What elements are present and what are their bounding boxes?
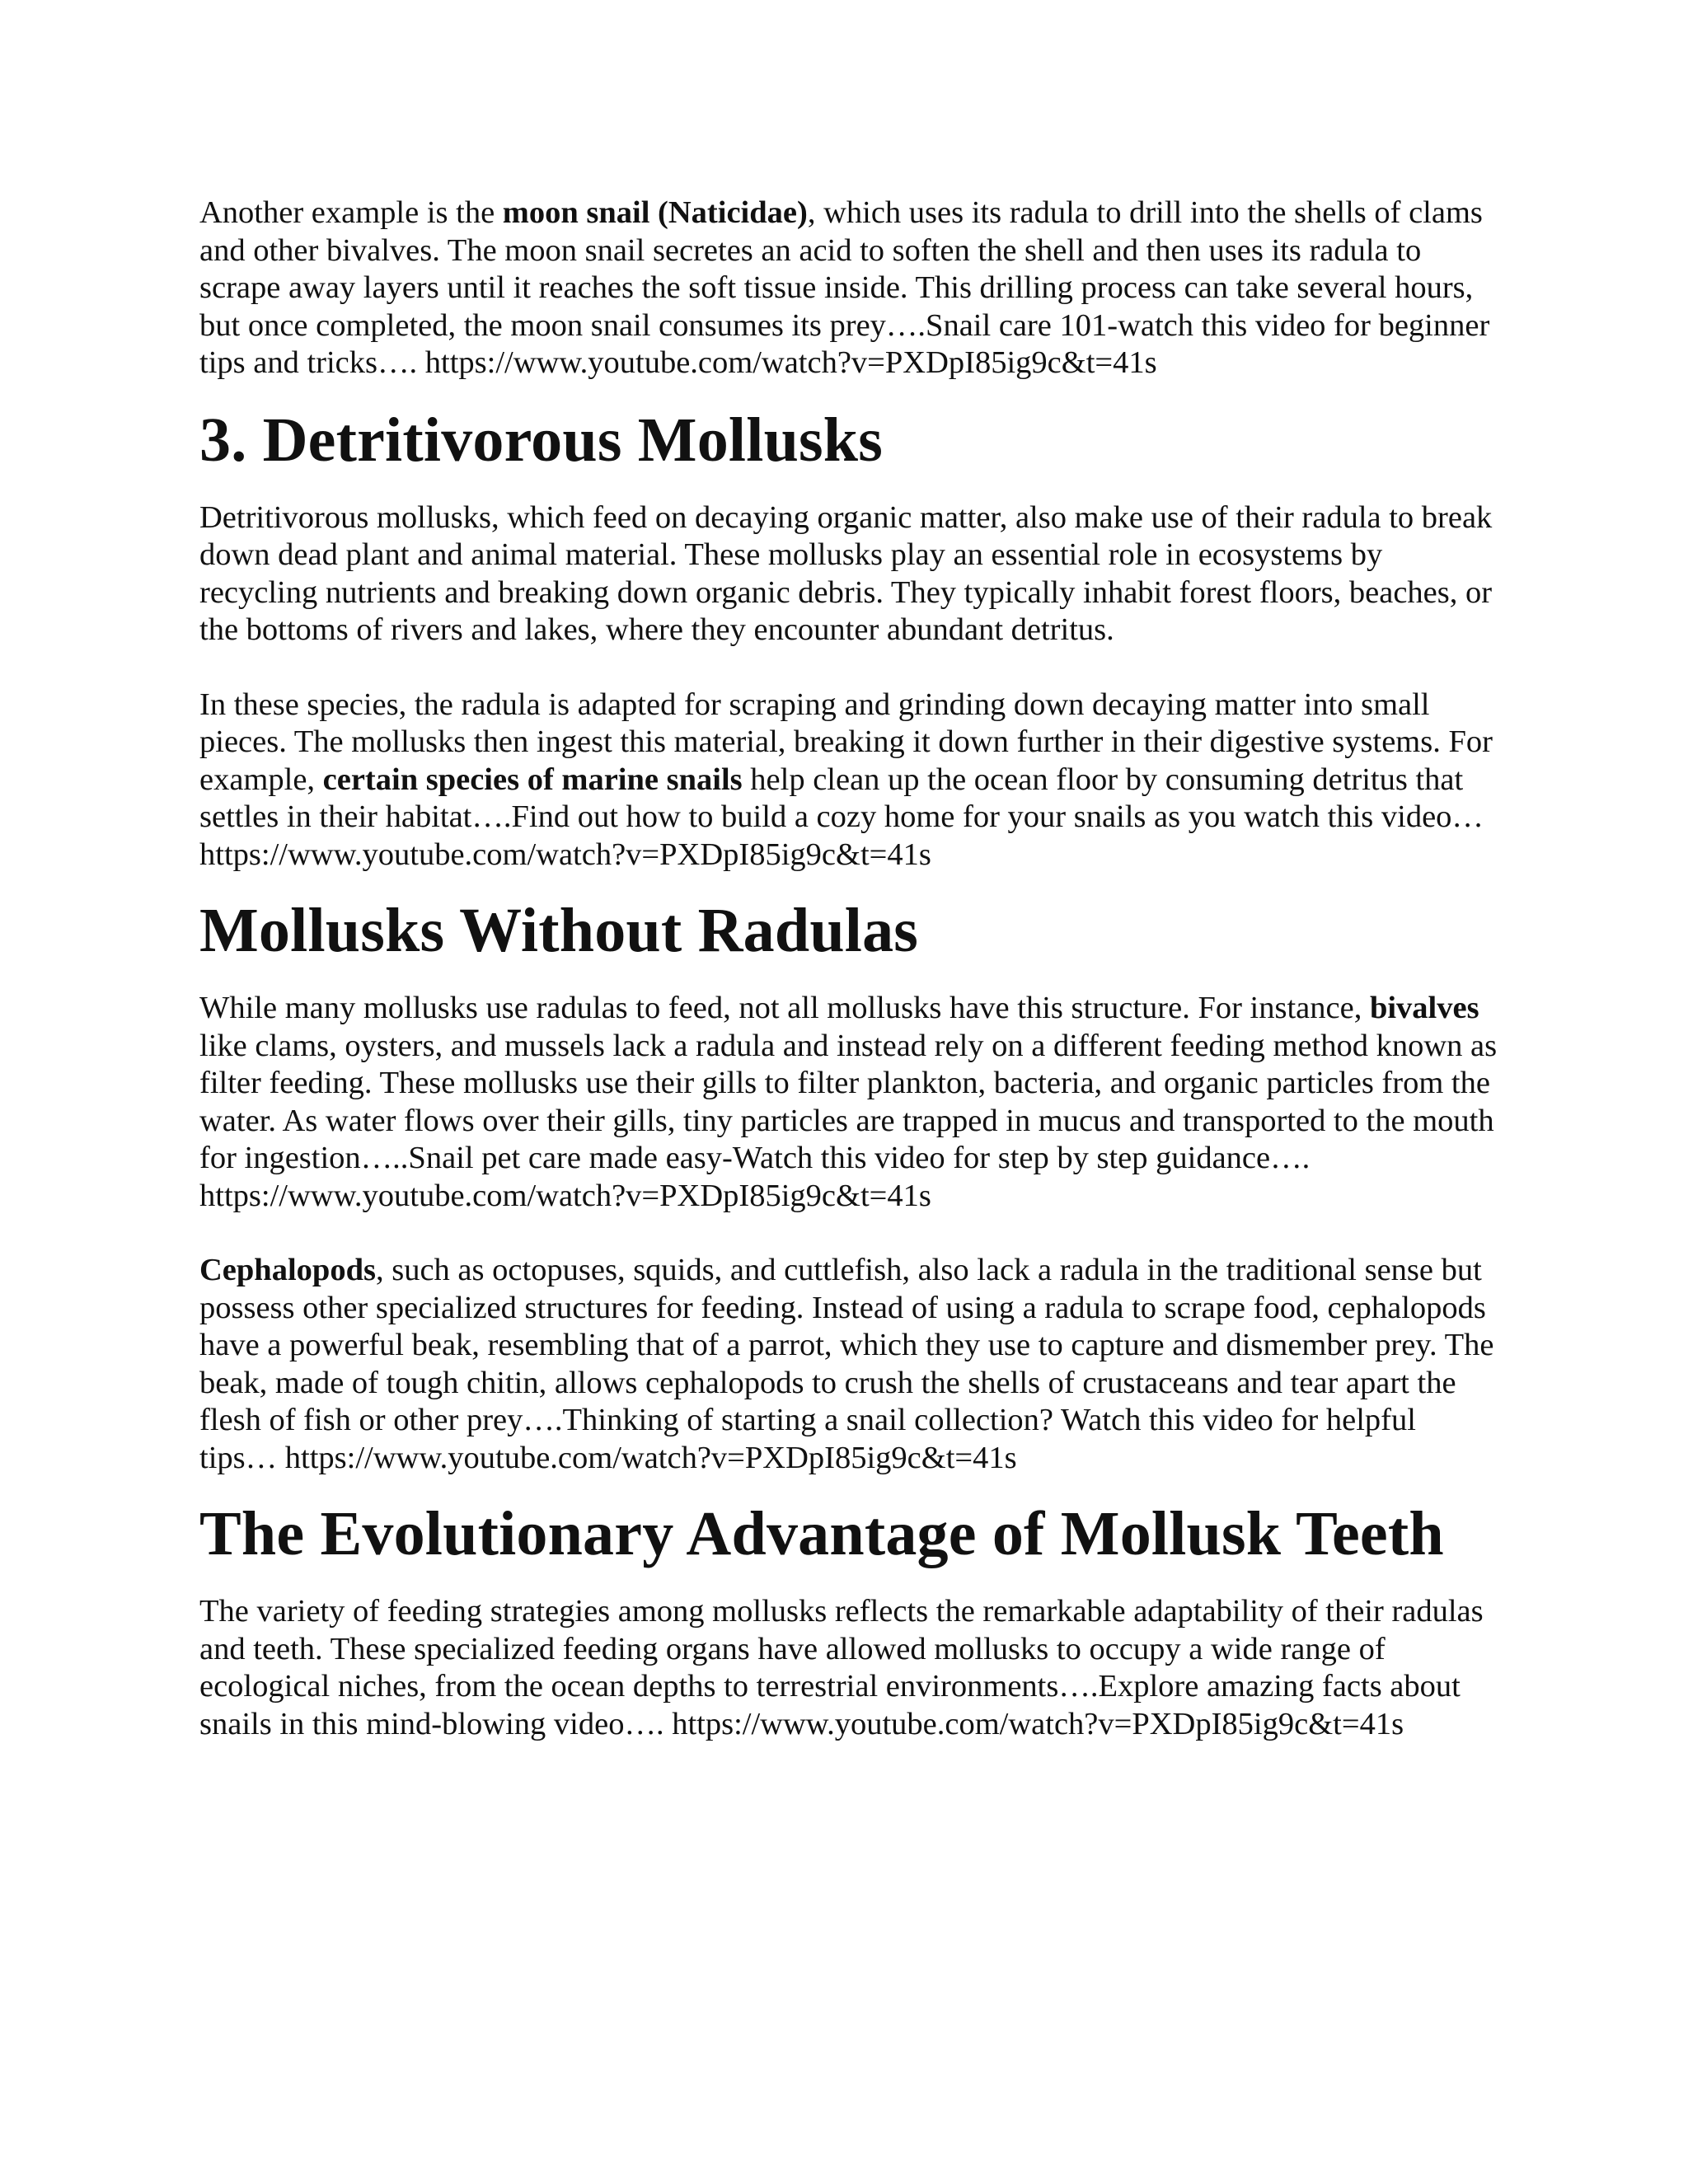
youtube-link[interactable]: https://www.youtube.com/watch?v=PXDpI85ig9c&t=41s: [424, 345, 1157, 380]
paragraph-text: In these species, the radula is adapted for scraping and grinding down decaying matter into small pieces. The mollusks then ingest this material, breaking it down further in their digestive systems. For example,: [199, 687, 1493, 797]
paragraph-moon-snail: [199, 194, 1498, 382]
paragraph-text: Another example is the: [199, 195, 503, 230]
youtube-link[interactable]: https://www.youtube.com/watch?v=PXDpI85ig9c&t=41s: [199, 1178, 931, 1213]
document-page: [199, 194, 1498, 1743]
paragraph-text: , which uses its radula to drill into the shells of clams and other bivalves. The moon snail secretes an acid to soften the shell and then uses its radula to scrape away layers until it reaches the soft tissue inside. This drilling process can take several hours, but once completed, the moon snail consumes its prey….Snail care 101-watch this video for beginner tips and tricks….: [199, 195, 1490, 380]
paragraph-text: help clean up the ocean floor by consuming detritus that settles in their habitat….Find out how to build a cozy home for your snails as you watch this video…: [199, 762, 1484, 834]
bold-term-bivalves: bivalves: [1369, 991, 1479, 1025]
paragraph-text: like clams, oysters, and mussels lack a radula and instead rely on a different feeding method known as filter feeding. These mollusks use their gills to filter plankton, bacteria, and organic particles from the water. As water flows over their gills, tiny particles are trapped in mucus and transported to the mouth for ingestion…..Snail pet care made easy-Watch this video for step by step guidance….: [199, 1028, 1498, 1175]
bold-term-moon-snail: moon snail (Naticidae): [502, 195, 808, 230]
bold-term-cephalopods: Cephalopods: [199, 1253, 376, 1287]
youtube-link[interactable]: https://www.youtube.com/watch?v=PXDpI85ig9c&t=41s: [284, 1440, 1017, 1475]
youtube-link[interactable]: https://www.youtube.com/watch?v=PXDpI85ig9c&t=41s: [672, 1706, 1404, 1741]
youtube-link[interactable]: https://www.youtube.com/watch?v=PXDpI85ig9c&t=41s: [199, 837, 931, 872]
heading-mollusks-without-radulas: Mollusks Without Radulas: [199, 896, 919, 965]
paragraph-detritivorous-radula: [199, 687, 1498, 874]
paragraph-bivalves: [199, 990, 1498, 1215]
heading-detritivorous-mollusks: 3. Detritivorous Mollusks: [199, 405, 884, 475]
paragraph-detritivorous-intro: Detritivorous mollusks, which feed on decaying organic matter, also make use of their radula to break down dead plant and animal material. These mollusks play an essential role in ecosystems by recycling nutrients and breaking down organic debris. They typically inhabit forest floors, beaches, or the bottoms of rivers and lakes, where they encounter abundant detritus.: [199, 499, 1493, 647]
paragraph-text: The variety of feeding strategies among mollusks reflects the remarkable adaptability of their radulas and teeth. These specialized feeding organs have allowed mollusks to occupy a wide range of ecological niches, from the ocean depths to terrestrial environments….Explore amazing facts about snails in this mind-blowing video….: [199, 1594, 1484, 1741]
paragraph-cephalopods: [199, 1252, 1498, 1477]
heading-evolutionary-advantage: The Evolutionary Advantage of Mollusk Teeth: [199, 1499, 1444, 1568]
paragraph-text: , such as octopuses, squids, and cuttlefish, also lack a radula in the traditional sense but possess other specialized structures for feeding. Instead of using a radula to scrape food, cephalopods have a powerful beak, resembling that of a parrot, which they use to capture and dismember prey. The beak, made of tough chitin, allows cephalopods to crush the shells of crustaceans and tear apart the flesh of fish or other prey….Thinking of starting a snail collection? Watch this video for helpful tips…: [199, 1253, 1494, 1475]
paragraph-evolutionary-advantage: [199, 1593, 1498, 1743]
bold-term-marine-snails: certain species of marine snails: [322, 762, 743, 797]
paragraph-text: While many mollusks use radulas to feed, not all mollusks have this structure. For instance,: [199, 991, 1370, 1025]
